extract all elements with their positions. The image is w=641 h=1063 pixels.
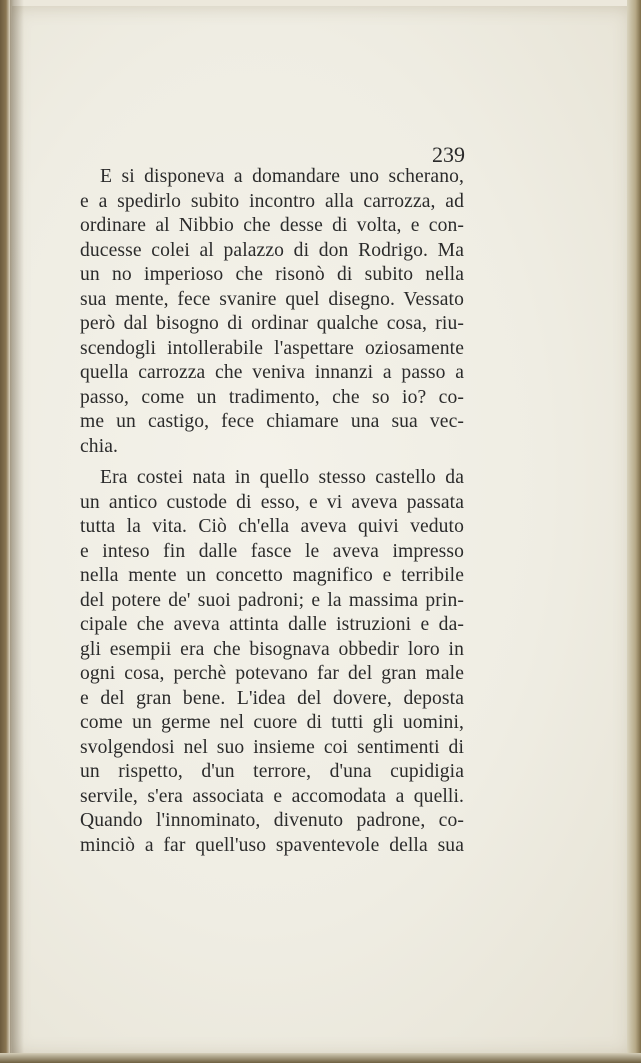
page-edge-right [627,0,641,1063]
text-line: quella carrozza che veniva innanzi a passo a [80,362,464,383]
paragraph [80,466,464,858]
text-line: sua mente, fece svanire quel disegno. Vessato [80,288,464,310]
text-line: E si disponeva a domandare uno scherano, [100,166,464,187]
text-line: del potere de' suoi padroni; e la massima prin- [80,589,464,611]
text-line: scendogli intollerabile l'aspettare oziosamente [80,337,464,359]
paragraph [80,165,464,459]
text-line: servile, s'era associata e accomodata a quelli. [80,785,464,807]
text-line: me un castigo, fece chiamare una sua vec- [80,411,464,432]
text-line: Quando l'innominato, divenuto padrone, co- [80,810,464,831]
text-line: e del gran bene. L'idea del dovere, deposta [80,687,464,709]
page-edge-bottom [0,1053,641,1063]
text-line: ordinare al Nibbio che desse di volta, e con- [80,215,464,236]
text-line: nella mente un concetto magnifico e terribile [80,565,464,586]
text-line: un antico custode di esso, e vi aveva passata [80,491,464,513]
text-line: passo, come un tradimento, che so io? co- [80,386,464,408]
text-line: e inteso fin dalle fasce le aveva impresso [80,540,464,562]
page-number: 239 [432,142,465,167]
text-line: cipale che aveva attinta dalle istruzioni e da- [80,614,464,635]
text-line: però dal bisogno di ordinar qualche cosa, riu- [80,313,464,334]
gutter-shadow [10,0,24,1063]
text-line: minciò a far quell'uso spaventevole della sua [80,834,464,856]
text-line: Era costei nata in quello stesso castello da [100,467,464,488]
body-text [80,165,464,858]
text-line: tutta la vita. Ciò ch'ella aveva quivi veduto [80,516,464,537]
text-line: chia. [80,435,119,457]
text-line: un rispetto, d'un terrore, d'una cupidigia [80,761,464,782]
text-line: ogni cosa, perchè potevano far del gran male [80,663,464,684]
text-line: gli esempii era che bisognava obbedir loro in [80,638,464,660]
text-line: un no imperioso che risonò di subito nella [80,264,464,285]
text-line: svolgendosi nel suo insieme coi sentimenti di [80,736,464,758]
text-line: e a spedirlo subito incontro alla carrozza, ad [80,190,464,212]
text-line: ducesse colei al palazzo di don Rodrigo. Ma [80,239,464,261]
text-line: come un germe nel cuore di tutti gli uomini, [80,712,464,733]
